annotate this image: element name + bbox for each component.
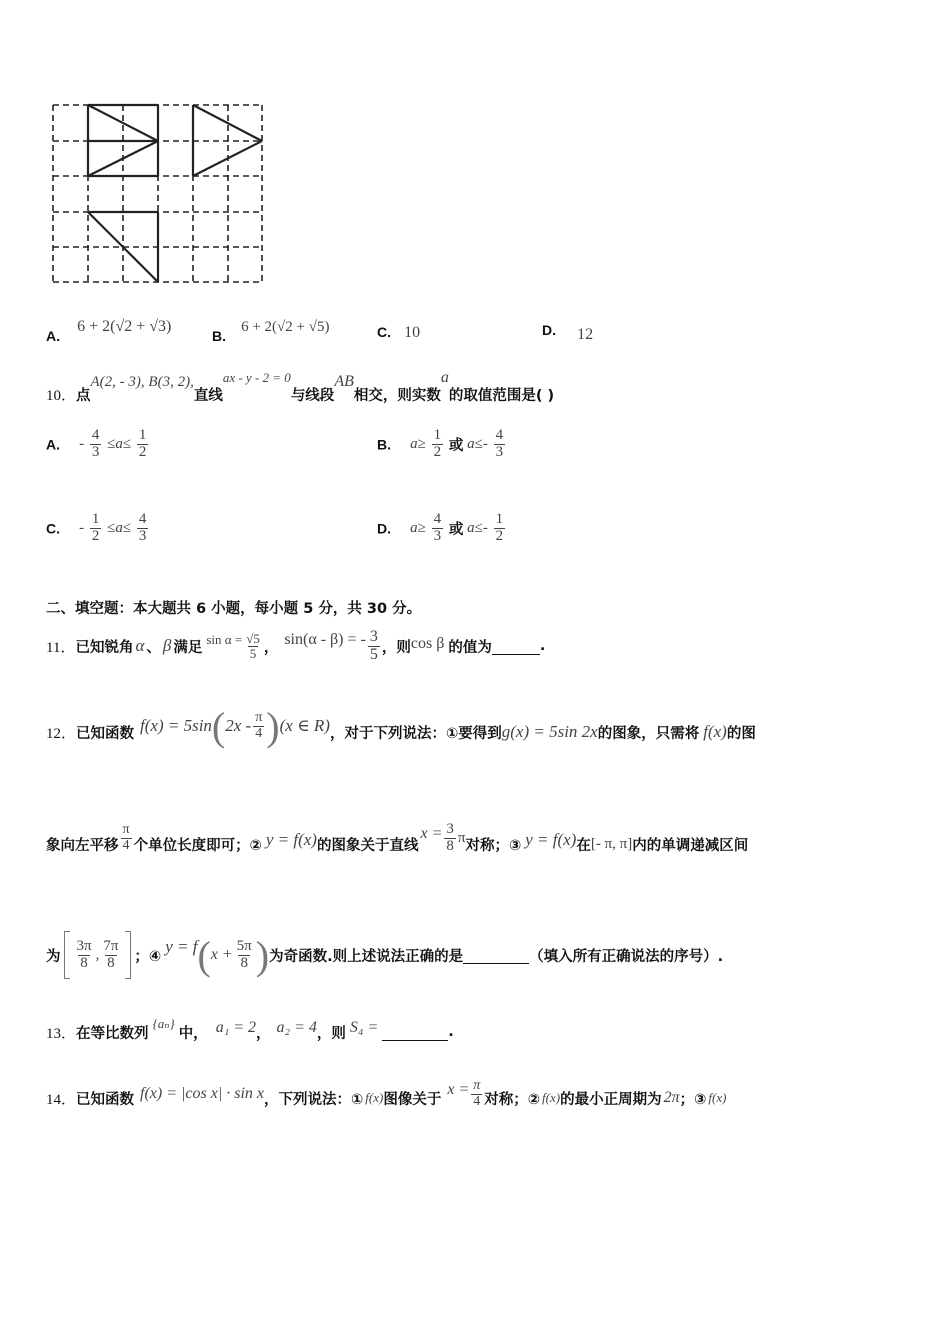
option-expr xyxy=(79,511,150,544)
question-number: 12． xyxy=(46,725,77,742)
q13-stem xyxy=(46,1012,454,1052)
option-label: C. xyxy=(377,324,391,340)
fraction xyxy=(494,428,506,461)
numerator: π xyxy=(122,821,130,837)
grid-figure xyxy=(40,96,280,292)
text: 个单位长度即可；② xyxy=(133,837,262,854)
q14-stem xyxy=(46,1072,726,1124)
x-eq: x = xyxy=(420,825,443,842)
q9-option-d xyxy=(542,324,593,344)
q10-option-d xyxy=(377,512,507,545)
answer-blank[interactable] xyxy=(463,947,529,964)
option-expr: 6 + 2(√2 + √3) xyxy=(77,318,172,335)
var: a xyxy=(410,519,418,536)
var: a xyxy=(115,435,123,452)
numerator: 5π xyxy=(236,937,252,954)
text: 的图象关于直线 xyxy=(316,837,419,854)
lparen: ( xyxy=(197,932,211,978)
fx-ref: f(x) xyxy=(542,1090,561,1105)
denominator: 4 xyxy=(122,837,130,853)
numerator: 1 xyxy=(495,511,504,527)
q10-option-b xyxy=(377,428,507,461)
option-expr: 12 xyxy=(577,326,594,343)
or-text: 或 xyxy=(448,521,464,538)
text: 的值为 xyxy=(448,639,492,656)
fx-expr: f(x) = 5sin xyxy=(140,716,212,735)
q10-stem xyxy=(46,366,555,404)
option-label: B. xyxy=(377,436,391,453)
fx-ref: f(x) xyxy=(365,1090,384,1105)
option-label: A. xyxy=(46,328,60,344)
denominator: 2 xyxy=(91,527,100,544)
denominator: 8 xyxy=(240,954,248,971)
minus: - xyxy=(79,519,85,536)
option-expr-2 xyxy=(463,427,507,460)
option-label: B. xyxy=(212,328,226,344)
points-expr: A(2, - 3), B(3, 2), xyxy=(90,374,194,390)
text: 中， xyxy=(178,1025,208,1042)
fraction xyxy=(137,512,149,545)
text: ；④ xyxy=(134,948,162,965)
denominator: 8 xyxy=(107,954,115,971)
text: 、 xyxy=(146,639,161,656)
text: 已知函数 xyxy=(76,725,135,742)
var: a xyxy=(115,519,123,536)
numerator: 1 xyxy=(91,511,100,527)
lbracket xyxy=(64,931,70,979)
var: a xyxy=(467,519,475,536)
text: 已知锐角 xyxy=(75,639,134,656)
text: 的图 xyxy=(726,725,756,742)
pi: π xyxy=(457,829,466,846)
option-expr xyxy=(410,511,449,544)
fx-ref: f(x) xyxy=(703,722,727,741)
answer-blank[interactable] xyxy=(492,638,540,655)
var: a xyxy=(410,435,418,452)
question-number: 13． xyxy=(46,1025,77,1042)
le: ≤ xyxy=(122,435,132,452)
numerator: 4 xyxy=(138,511,147,527)
text: 对称；③ xyxy=(465,837,522,854)
fraction xyxy=(101,939,120,972)
rparen: ) xyxy=(266,703,280,749)
text: ，下列说法：① xyxy=(264,1091,364,1108)
text: 已知函数 xyxy=(76,1091,135,1108)
numerator: √5 xyxy=(246,630,260,646)
text: 直线 xyxy=(193,388,223,404)
denominator: 4 xyxy=(255,725,263,741)
var: a xyxy=(467,435,475,452)
numerator: 7π xyxy=(103,937,119,954)
le: ≤ xyxy=(474,519,483,536)
text: 图像关于 xyxy=(383,1091,442,1108)
segment: AB xyxy=(334,373,354,390)
le: ≤ xyxy=(474,435,483,452)
le: ≤ xyxy=(107,435,116,452)
fraction xyxy=(253,711,264,741)
numerator: 4 xyxy=(91,427,100,443)
denominator: 8 xyxy=(446,837,454,854)
q9-option-c xyxy=(377,322,420,342)
q10-option-c xyxy=(46,512,150,545)
fraction xyxy=(368,629,380,664)
var-a: a xyxy=(440,369,449,386)
text: 相交，则实数 xyxy=(353,388,441,404)
text: ， xyxy=(256,1025,271,1042)
option-expr: 10 xyxy=(404,324,421,341)
fraction xyxy=(235,939,254,972)
period: 2π xyxy=(663,1089,680,1106)
domain-expr: (x ∈ R) xyxy=(279,716,330,735)
option-expr xyxy=(410,427,449,460)
denominator: 8 xyxy=(80,954,88,971)
or-text: 或 xyxy=(448,437,464,454)
text: . xyxy=(448,1024,454,1040)
answer-blank[interactable] xyxy=(382,1024,448,1041)
y-expr: y = f(x) xyxy=(265,830,317,849)
s4-expr: S₄ = xyxy=(349,1019,379,1036)
text: ；③ xyxy=(679,1091,707,1108)
option-label: C. xyxy=(46,520,60,537)
ge: ≥ xyxy=(417,519,426,536)
question-number: 11． xyxy=(46,639,76,656)
paren-group xyxy=(212,703,280,750)
option-expr: 6 + 2(√2 + √5) xyxy=(241,319,330,335)
y-expr: y = f(x) xyxy=(525,830,577,849)
minus: - xyxy=(482,519,488,536)
y-expr: y = f xyxy=(165,937,198,956)
text: 的取值范围是( ) xyxy=(448,388,555,404)
text: （填入所有正确说法的序号）. xyxy=(529,948,724,965)
minus: - xyxy=(79,435,85,452)
rbracket xyxy=(125,931,131,979)
text: 在等比数列 xyxy=(76,1025,149,1042)
minus: - xyxy=(482,435,488,452)
denominator: 3 xyxy=(91,443,100,460)
text: 点 xyxy=(76,388,91,404)
question-number: 14． xyxy=(46,1091,77,1108)
text: ，则 xyxy=(381,639,411,656)
text: 对称；② xyxy=(484,1091,541,1108)
question-number: 10． xyxy=(46,388,77,404)
line-eq: ax - y - 2 = 0 xyxy=(222,370,291,385)
denominator: 3 xyxy=(495,443,504,460)
numerator: 4 xyxy=(433,511,442,527)
fraction xyxy=(90,428,102,461)
fx-expr: f(x) = |cos x| · sin x xyxy=(140,1085,265,1102)
q10-option-a xyxy=(46,428,150,461)
text: 与线段 xyxy=(290,388,335,404)
interval: [- π, π] xyxy=(590,835,633,852)
inner-expr: 2x - xyxy=(225,716,252,735)
fraction xyxy=(432,428,444,461)
comma: , xyxy=(95,946,100,963)
text: 的最小正周期为 xyxy=(560,1091,662,1108)
numerator: 3 xyxy=(369,627,378,645)
gx-expr: g(x) = 5sin 2x xyxy=(501,722,598,741)
text: 满足 xyxy=(173,639,203,656)
text: ，对于下列说法：①要得到 xyxy=(329,725,502,742)
q9-option-b xyxy=(212,316,330,344)
denominator: 4 xyxy=(473,1093,481,1109)
le: ≤ xyxy=(122,519,132,536)
numerator: 3π xyxy=(76,937,92,954)
fraction xyxy=(494,512,506,545)
denominator: 3 xyxy=(433,527,442,544)
q12-line-1 xyxy=(46,703,756,758)
numerator: 4 xyxy=(495,427,504,443)
a1-expr: a₁ = 2 xyxy=(215,1019,257,1036)
q12-line-2 xyxy=(46,818,748,870)
text: 为 xyxy=(46,948,61,965)
text: 内的单调递减区间 xyxy=(632,837,749,854)
option-label: D. xyxy=(377,520,391,537)
numerator: 1 xyxy=(433,427,442,443)
denominator: 2 xyxy=(433,443,442,460)
fx-ref: f(x) xyxy=(708,1090,727,1105)
paren-group xyxy=(197,932,269,979)
option-expr-2 xyxy=(463,511,507,544)
fraction xyxy=(75,939,94,972)
sequence: {aₙ} xyxy=(152,1016,175,1031)
section-heading: 二、填空题：本大题共 6 小题，每小题 5 分，共 30 分。 xyxy=(46,601,422,617)
fraction xyxy=(137,428,149,461)
numerator: 3 xyxy=(446,820,454,837)
text: 在 xyxy=(576,837,591,854)
option-label: A. xyxy=(46,436,60,453)
q12-line-3 xyxy=(46,928,723,982)
a2-expr: a₂ = 4 xyxy=(276,1019,317,1036)
fraction xyxy=(244,632,262,660)
text: 象向左平移 xyxy=(46,837,119,854)
text: ， xyxy=(263,639,279,656)
fraction xyxy=(432,512,444,545)
fraction xyxy=(90,512,102,545)
alpha: α xyxy=(135,636,145,655)
numerator: π xyxy=(255,709,263,725)
rparen: ) xyxy=(255,932,270,978)
lparen: ( xyxy=(211,703,226,749)
option-label: D. xyxy=(542,322,556,338)
text: 的图象，只需将 xyxy=(597,725,700,742)
numerator: π xyxy=(473,1077,481,1093)
beta: β xyxy=(162,636,172,655)
fraction xyxy=(121,823,132,853)
text: ，则 xyxy=(316,1025,346,1042)
cos-beta: cos β xyxy=(410,635,445,652)
solid-shapes xyxy=(88,105,262,282)
denominator: 2 xyxy=(495,527,504,544)
text: . xyxy=(539,638,546,654)
q9-option-a xyxy=(46,316,172,344)
denominator: 3 xyxy=(138,527,147,544)
fraction xyxy=(444,822,456,855)
le: ≤ xyxy=(107,519,116,536)
inner-expr: x + xyxy=(210,946,233,963)
fraction xyxy=(471,1079,482,1109)
denominator: 5 xyxy=(369,645,378,663)
q11-stem xyxy=(46,622,545,670)
sin-alpha: sin α = xyxy=(206,632,243,647)
denominator: 5 xyxy=(249,645,257,661)
numerator: 1 xyxy=(138,427,147,443)
sin-diff: sin(α - β) = - xyxy=(284,631,366,648)
ge: ≥ xyxy=(417,435,426,452)
text: 为奇函数.则上述说法正确的是 xyxy=(269,948,464,965)
interval-group xyxy=(61,931,135,979)
denominator: 2 xyxy=(138,443,147,460)
option-expr xyxy=(79,427,150,460)
x-eq: x = xyxy=(447,1081,470,1098)
